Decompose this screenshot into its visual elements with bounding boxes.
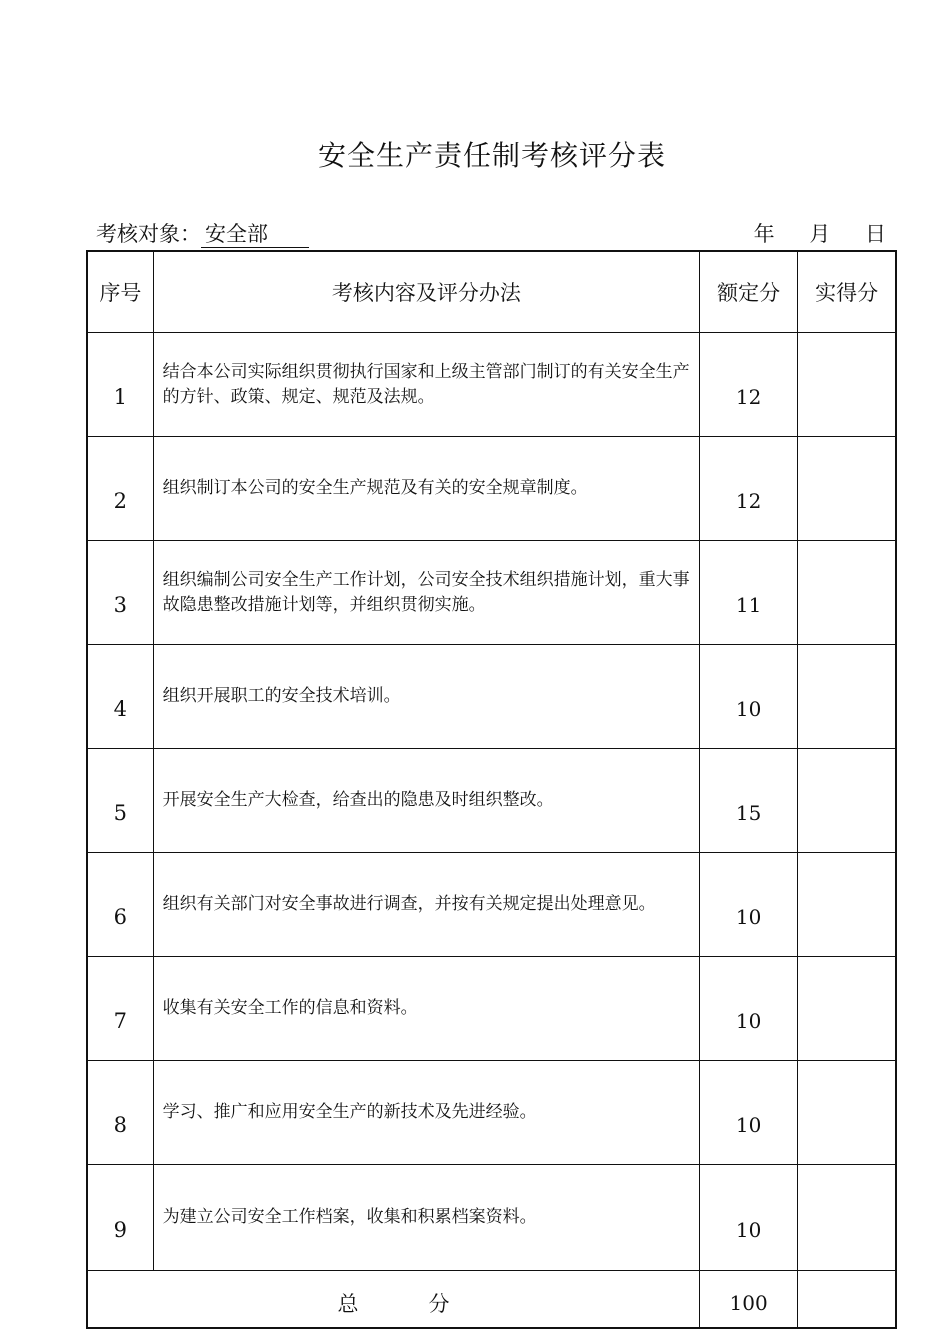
date-month: 月 — [809, 222, 831, 246]
row-number: 2 — [87, 437, 153, 541]
row-actual-score[interactable] — [798, 749, 896, 853]
table-row — [87, 1165, 896, 1271]
row-max-score: 10 — [700, 853, 798, 957]
row-max-score: 10 — [700, 957, 798, 1061]
target-field — [96, 218, 309, 248]
row-max-score: 12 — [700, 333, 798, 437]
row-content: 组织编制公司安全生产工作计划，公司安全技术组织措施计划，重大事故隐患整改措施计划等，并组织贯彻实施。 — [153, 541, 699, 645]
row-max-score: 10 — [700, 645, 798, 749]
row-content: 收集有关安全工作的信息和资料。 — [153, 957, 699, 1061]
column-header-content: 考核内容及评分办法 — [153, 251, 699, 333]
row-number: 7 — [87, 957, 153, 1061]
row-content: 学习、推广和应用安全生产的新技术及先进经验。 — [153, 1061, 699, 1165]
row-max-score: 15 — [700, 749, 798, 853]
row-max-score: 11 — [700, 541, 798, 645]
total-row — [87, 1271, 896, 1329]
row-content: 开展安全生产大检查，给查出的隐患及时组织整改。 — [153, 749, 699, 853]
total-label — [87, 1271, 700, 1329]
row-content: 组织开展职工的安全技术培训。 — [153, 645, 699, 749]
table-row — [87, 541, 896, 645]
total-label-second: 分 — [428, 1292, 450, 1316]
row-actual-score[interactable] — [798, 853, 896, 957]
table-row — [87, 333, 896, 437]
row-content: 组织制订本公司的安全生产规范及有关的安全规章制度。 — [153, 437, 699, 541]
table-row — [87, 957, 896, 1061]
row-number: 6 — [87, 853, 153, 957]
table-row — [87, 437, 896, 541]
date-field — [726, 218, 886, 248]
total-label-first: 总 — [337, 1292, 359, 1316]
table-row — [87, 1061, 896, 1165]
row-number: 3 — [87, 541, 153, 645]
table-row — [87, 645, 896, 749]
row-number: 4 — [87, 645, 153, 749]
row-number: 5 — [87, 749, 153, 853]
row-number: 9 — [87, 1165, 153, 1271]
row-max-score: 10 — [700, 1165, 798, 1271]
target-label: 考核对象： — [96, 222, 201, 246]
row-number: 1 — [87, 333, 153, 437]
column-header-no: 序号 — [87, 251, 153, 333]
row-content: 组织有关部门对安全事故进行调查，并按有关规定提出处理意见。 — [153, 853, 699, 957]
page-title: 安全生产责任制考核评分表 — [317, 139, 666, 172]
row-actual-score[interactable] — [798, 957, 896, 1061]
row-actual-score[interactable] — [798, 1165, 896, 1271]
row-actual-score[interactable] — [798, 645, 896, 749]
score-table — [86, 250, 897, 1329]
total-max-score: 100 — [700, 1271, 798, 1329]
row-content: 结合本公司实际组织贯彻执行国家和上级主管部门制订的有关安全生产的方针、政策、规定、规范及法规。 — [153, 333, 699, 437]
row-max-score: 10 — [700, 1061, 798, 1165]
table-row — [87, 749, 896, 853]
row-actual-score[interactable] — [798, 333, 896, 437]
column-header-max-score: 额定分 — [700, 251, 798, 333]
header-row — [96, 218, 886, 248]
row-number: 8 — [87, 1061, 153, 1165]
table-row — [87, 853, 896, 957]
table-header-row — [87, 251, 896, 333]
row-actual-score[interactable] — [798, 541, 896, 645]
total-actual-score[interactable] — [798, 1271, 896, 1329]
target-value: 安全部 — [201, 221, 309, 248]
row-actual-score[interactable] — [798, 1061, 896, 1165]
date-day: 日 — [865, 222, 886, 246]
row-content: 为建立公司安全工作档案，收集和积累档案资料。 — [153, 1165, 699, 1271]
column-header-actual-score: 实得分 — [798, 251, 896, 333]
date-year: 年 — [753, 222, 775, 246]
row-max-score: 12 — [700, 437, 798, 541]
row-actual-score[interactable] — [798, 437, 896, 541]
